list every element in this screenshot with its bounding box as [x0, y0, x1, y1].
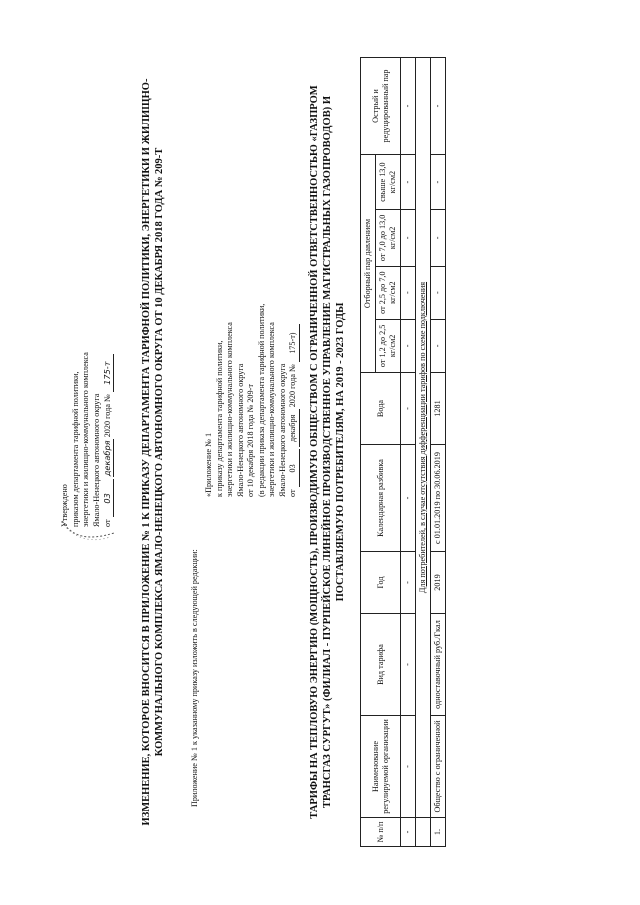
appendix-line: Ямало-Ненецкого автономного округа — [277, 363, 287, 497]
table-cell-steam-2: - — [431, 266, 446, 319]
approval-line: энергетики и жилищно-коммунального комплекса — [81, 352, 90, 527]
appendix-line: Ямало-Ненецкого автономного округа — [235, 363, 245, 497]
table-cell-org: Общество с ограниченной — [431, 716, 446, 818]
header-num: № п/п — [361, 818, 401, 847]
table-cell — [416, 818, 431, 847]
table-row — [401, 58, 416, 847]
table-cell: - — [401, 445, 416, 552]
header-year: Год — [361, 552, 401, 614]
table-cell: - — [401, 266, 416, 319]
table-cell-schedule: с 01.01.2019 по 30.06.2019 — [431, 445, 446, 552]
approval-line: Ямало-Ненецкого автономного округа — [91, 393, 101, 527]
appendix-line: к приказу департамента тарифной политики, — [214, 340, 224, 497]
table-cell: - — [401, 373, 416, 445]
table-cell-steam-4: - — [431, 155, 446, 210]
appendix-line: энергетики и жилищно-коммунального комплекса — [267, 322, 276, 497]
table-cell: - — [401, 210, 416, 266]
header-steam-4: свыше 13,0 кг/см2 — [376, 155, 401, 210]
header-org: Наименование регулируемой организации — [361, 716, 401, 818]
header-steam-1: от 1,2 до 2,5 кг/см2 — [376, 319, 401, 372]
table-cell-steam-1: - — [431, 319, 446, 372]
tariff-table — [360, 57, 446, 847]
table-cell: - — [401, 319, 416, 372]
rotated-content — [40, 37, 600, 867]
header-water: Вода — [361, 373, 401, 445]
handwritten-day: 03 — [102, 479, 114, 517]
table-cell: - — [401, 155, 416, 210]
header-sharp-steam: Острый и редуцированный пар — [361, 58, 401, 155]
stamp-mark — [58, 517, 118, 547]
table-cell-num: 1. — [431, 818, 446, 847]
table-cell-steam-3: - — [431, 210, 446, 266]
appendix-line: «Приложение № 1 — [204, 432, 213, 497]
approval-line: Утверждено — [60, 484, 69, 527]
table-cell-sharp: - — [431, 58, 446, 155]
approval-line: приказом департамента тарифной политики, — [70, 371, 80, 527]
table-cell-year: 2019 — [431, 552, 446, 614]
header-steam-3: от 7,0 до 13,0 кг/см2 — [376, 210, 401, 266]
appendix-date: от 03 декабря 2020 года № 175-т) — [288, 197, 300, 497]
appendix-line: (в редакции приказа департамента тарифной политики, — [256, 303, 266, 497]
instruction-note: Приложение № 1 к указанному приказу изложить в следующей редакции: — [190, 549, 199, 807]
section-label: Для потребителей, в случае отсутствия дифференциации тарифов по схеме подключения — [416, 58, 431, 818]
table-cell: - — [401, 818, 416, 847]
approval-date: от 03 декабря 2020 года № 175-т — [102, 227, 114, 527]
approval-block — [60, 227, 114, 527]
tariff-title: ТАРИФЫ НА ТЕПЛОВУЮ ЭНЕРГИЮ (МОЩНОСТЬ), ПРОИЗВОДИМУЮ ОБЩЕСТВОМ С ОГРАНИЧЕННОЙ ОТВЕТСТВЕННОСТЬЮ «ГАЗПРОМ ТРАНСГАЗ СУРГУТ» (ФИЛИАЛ - ПУРПЕЙСКОЕ ЛИНЕЙНОЕ ПРОИЗВОДСТВЕННОЕ УПРАВЛЕНИЕ МАГИСТРАЛЬНЫХ ГАЗОПРОВОДОВ) И ПОСТАВЛЯЕМУЮ ПОТРЕБИТЕЛЯМ, НА 2019 - 2023 ГОДЫ — [309, 85, 346, 819]
header-schedule: Календарная разбивка — [361, 445, 401, 552]
handwritten-day: 03 — [288, 449, 300, 487]
table-cell-tariff-type: одноставочный руб./Гкал — [431, 614, 446, 716]
table-cell: - — [401, 58, 416, 155]
table-cell: - — [401, 614, 416, 716]
table-cell-water: 1281 — [431, 373, 446, 445]
amendment-title: ИЗМЕНЕНИЕ, КОТОРОЕ ВНОСИТСЯ В ПРИЛОЖЕНИЕ № 1 К ПРИКАЗУ ДЕПАРТАМЕНТА ТАРИФНОЙ ПОЛИТИКИ, ЭНЕРГЕТИКИ И ЖИЛИЩНО-КОММУНАЛЬНОГО КОМПЛЕКСА ЯМАЛО-НЕНЕЦКОГО АВТОНОМНОГО ОКРУГА ОТ 10 ДЕКАБРЯ 2018 ГОДА № 209-Т — [141, 78, 165, 826]
header-steam: Отборный пар давлением — [361, 155, 376, 373]
handwritten-number: 175-т) — [288, 324, 300, 362]
handwritten-month: декабря — [102, 440, 112, 477]
handwritten-month: декабря — [288, 409, 300, 447]
table-cell: - — [401, 552, 416, 614]
table-header-row — [361, 58, 376, 847]
appendix-line: энергетики и жилищно-коммунального комплекса — [225, 322, 234, 497]
appendix-line: от 10 декабря 2018 года № 209-т — [246, 384, 255, 497]
appendix-block — [204, 197, 300, 497]
table-cell: - — [401, 716, 416, 818]
header-tariff-type: Вид тарифа — [361, 614, 401, 716]
table-section-row — [416, 58, 431, 847]
handwritten-number: 175-т — [102, 354, 114, 392]
header-steam-2: от 2,5 до 7,0 кг/см2 — [376, 266, 401, 319]
table-row — [431, 58, 446, 847]
